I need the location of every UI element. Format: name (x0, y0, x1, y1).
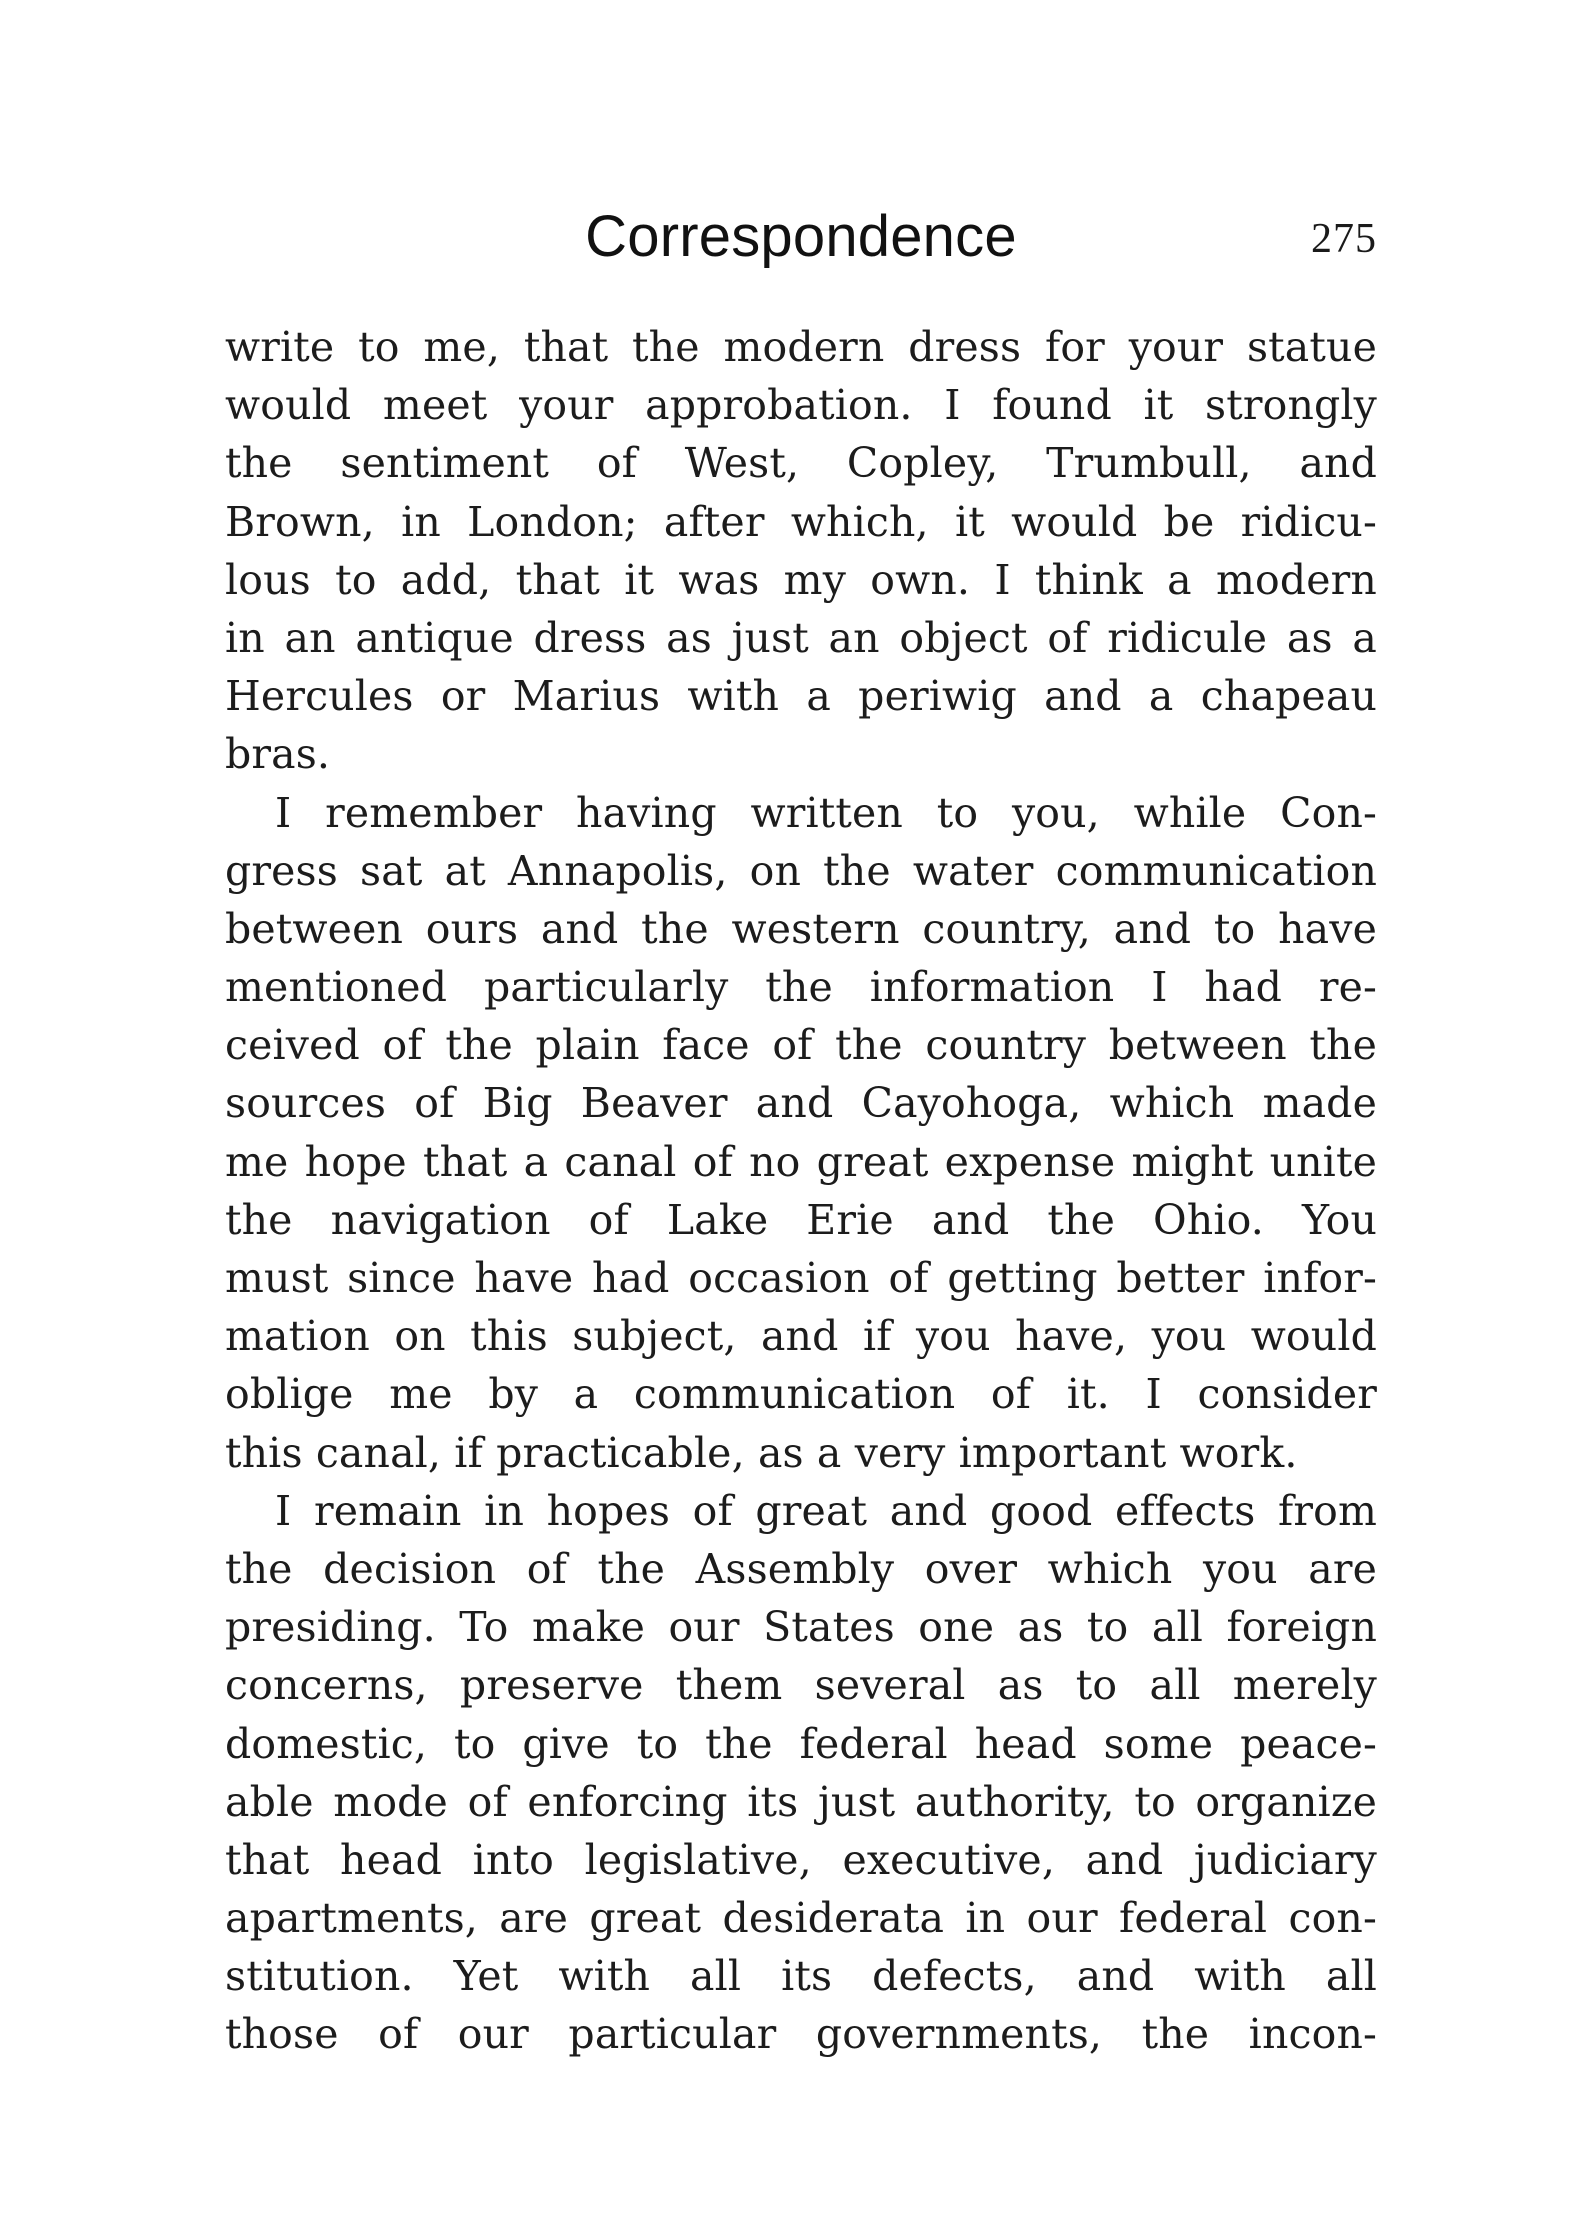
text-line: apartments, are great desiderata in our federal con- (225, 1894, 1377, 1943)
page-number: 275 (1311, 216, 1377, 262)
page-title: Correspondence (585, 204, 1017, 269)
text-line: able mode of enforcing its just authority, to organize (225, 1777, 1377, 1826)
text-line: in an antique dress as just an object of ridicule as a (225, 613, 1377, 662)
text-line: sources of Big Beaver and Cayohoga, which made (225, 1079, 1377, 1128)
text-line: ceived of the plain face of the country between the (225, 1021, 1377, 1070)
paragraph-start-line: I remain in hopes of great and good effects from (275, 1486, 1377, 1535)
text-line: Brown, in London; after which, it would be ridicu- (225, 497, 1377, 546)
text-line: gress sat at Annapolis, on the water communication (225, 846, 1377, 895)
text-line: mentioned particularly the information I had re- (225, 963, 1377, 1012)
text-line: the decision of the Assembly over which you are (225, 1544, 1377, 1593)
paragraph-start-line: I remember having written to you, while Con- (275, 788, 1377, 837)
text-line: stitution. Yet with all its defects, and with all (225, 1952, 1377, 2001)
text-line: oblige me by a communication of it. I consider (225, 1370, 1377, 1419)
text-line: the navigation of Lake Erie and the Ohio. You (225, 1195, 1377, 1244)
text-line: lous to add, that it was my own. I think a modern (225, 555, 1377, 604)
body-text (225, 318, 1377, 2064)
text-line: mation on this subject, and if you have, you would (225, 1312, 1377, 1361)
text-line: write to me, that the modern dress for your statue (225, 323, 1377, 371)
text-line: bras. (225, 730, 331, 779)
text-line: those of our particular governments, the incon- (225, 2010, 1377, 2059)
text-line: must since have had occasion of getting better infor- (225, 1254, 1377, 1302)
text-line: the sentiment of West, Copley, Trumbull, and (225, 439, 1377, 488)
text-line: domestic, to give to the federal head some peace- (225, 1719, 1377, 1768)
text-line: me hope that a canal of no great expense might unite (225, 1137, 1377, 1186)
text-line: this canal, if practicable, as a very important work. (225, 1428, 1298, 1477)
text-line: would meet your approbation. I found it strongly (225, 381, 1377, 430)
text-line: concerns, preserve them several as to all merely (225, 1661, 1377, 1710)
running-head (225, 192, 1377, 282)
text-line: Hercules or Marius with a periwig and a chapeau (225, 672, 1377, 721)
text-line: presiding. To make our States one as to all foreign (225, 1603, 1377, 1652)
text-line: between ours and the western country, and to have (225, 904, 1377, 953)
text-line: that head into legislative, executive, and judiciary (225, 1835, 1377, 1884)
